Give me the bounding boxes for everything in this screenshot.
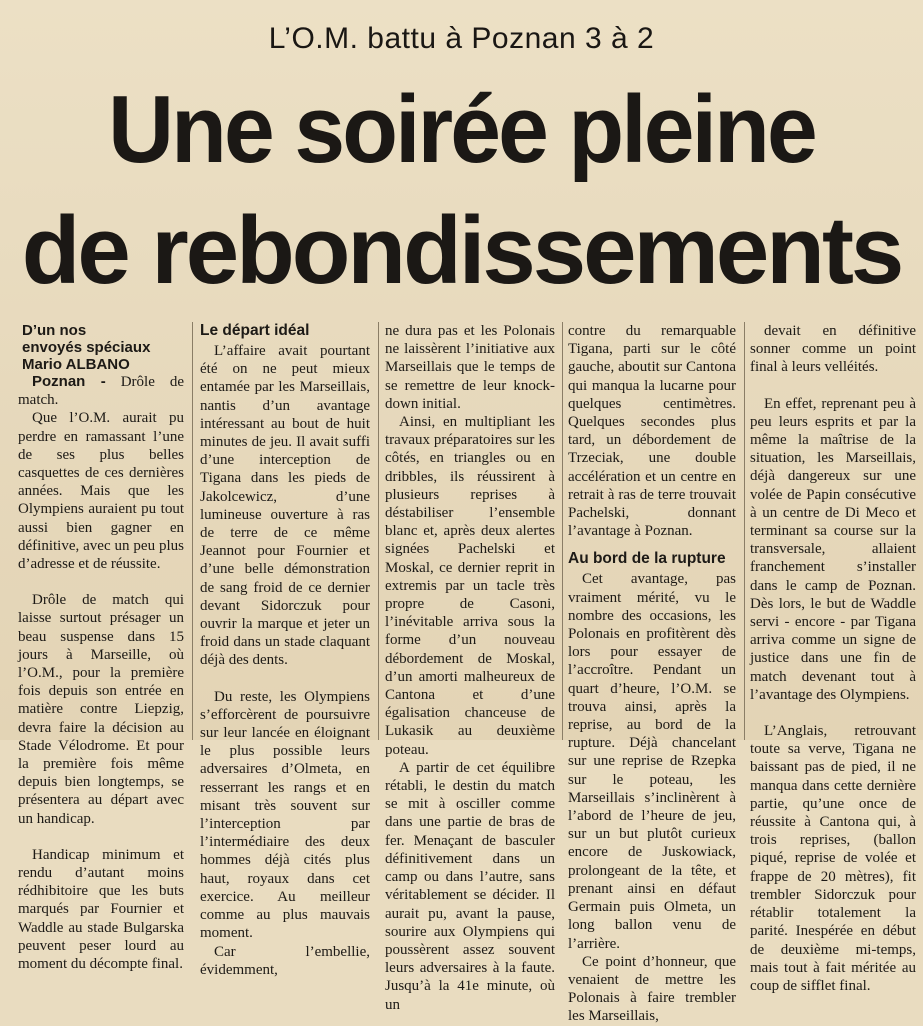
column-divider	[192, 322, 193, 740]
column-4	[568, 322, 736, 1025]
column-3	[385, 322, 555, 1013]
paragraph: L’affaire avait pourtant été on ne peut mieux entamée par les Marseillais, nantis d’un avantage intéressant au bout de huit minutes de jeu. Il avait suffi d’une interception de Tigana dans les pieds de Jakolcewicz, d’une lumineuse ouverture à ras de terre de ce même Jeannot pour Fournier et d’une belle démonstration de sang froid de ce dernier devant Sidorczuk pour ouvrir la marque et jeter un froid dans un stade claquant déjà des dents.	[200, 343, 370, 669]
kicker: L’O.M. battu à Poznan 3 à 2	[268, 22, 655, 55]
byline-line-1: D’un nos	[22, 322, 87, 339]
headline-line-1: Une soirée pleine	[108, 76, 815, 183]
subheading: Le départ idéal	[200, 322, 310, 339]
dateline	[18, 373, 184, 409]
paragraph: ne dura pas et les Polonais ne laissèrent l’initiative aux Marseillais que le temps de se remettre de leur knock-down initial.	[385, 323, 555, 412]
paragraph: Que l’O.M. aurait pu perdre en ramassant l’une de ses plus belles casquettes de ces dernières années. Mais que les Olympiens auraient pu tout aussi bien gagner en définitive, avec un peu plus d’adresse et de réussite.	[18, 410, 184, 573]
column-2	[200, 322, 370, 978]
column-divider	[744, 322, 745, 740]
paragraph: Handicap minimum et rendu d’autant moins rédhibitoire que les buts marqués par Fournier et Waddle au stade Bulgarska peuvent peser lourd au moment du décompte final.	[18, 846, 184, 973]
paragraph: devait en définitive sonner comme un point final à leurs velléités.	[750, 323, 916, 376]
dateline-text: Drôle de match.	[18, 374, 185, 409]
byline-line-3: Mario ALBANO	[22, 356, 130, 373]
subheading: Au bord de la rupture	[568, 550, 726, 568]
column-divider	[562, 322, 563, 740]
paragraph: Du reste, les Olympiens s’efforcèrent de poursuivre sur leur lancée en éloignant le plus possible leurs adversaires d’Olmeta, en resserrant les rangs et en misant très souvent sur l’interception par l’intermédiaire des deux hommes déjà cités plus haut, royaux dans cet exercice. Au meilleur comme au plus mauvais moment.	[200, 688, 370, 942]
paragraph: En effet, reprenant peu à peu leurs esprits et par la même la maîtrise de la situation, les Marseillais, déjà dangereux sur une volée de Papin consécutive à un centre de Di Meco et terminant sa course sur la transversale, allaient franchement s’installer dans le camp de Poznan. Dès lors, le but de Waddle servi - encore - par Tigana arriva comme un signe de justice dans une fin de match devenant tout à l’avantage des Olympiens.	[750, 395, 916, 703]
paragraph: Cet avantage, pas vraiment mérité, vu le nombre des occasions, les Polonais en profitèrent dès lors pour essayer de l’accroître. Pendant un quart d’heure, l’O.M. se trouva ainsi, après la reprise, au bord de la rupture. Déjà chancelant sur une reprise de Rzepka sur le poteau, les Marseillais s’inclinèrent à l’abord de l’heure de jeu, sur un but plutôt curieux encore de Juskowiack, prolongeant de la tête, et prenant ainsi en défaut Germain puis Olmeta, un long ballon venu de l’arrière.	[568, 571, 736, 952]
paragraph: Car l’embellie, évidemment,	[200, 943, 370, 978]
dateline-place: Poznan -	[32, 373, 106, 390]
paragraph: Ce point d’honneur, que venaient de mettre les Polonais à faire trembler les Marseillais,	[568, 953, 736, 1025]
paragraph: A partir de cet équilibre rétabli, le destin du match se mit à osciller comme dans une partie de bras de fer. Menaçant de basculer définitivement dans un camp ou dans l’autre, sans véritablement se décider. Il aurait pu, avant la pause, sourire aux Olympiens qui poussèrent assez souvent leurs adversaires à la faute. Jusqu’à la 41e minute, où un	[385, 759, 555, 1013]
paragraph: Drôle de match qui laisse surtout présager un beau suspense dans 15 jours à Marseille, où l’O.M., pour la première fois depuis son entrée en matière contre Liepzig, devra faire la décision au Stade Vélodrome. Et pour la première fois même depuis bien longtemps, se présentera au départ avec un handicap.	[18, 592, 184, 827]
column-divider	[378, 322, 379, 740]
paragraph: Ainsi, en multipliant les travaux préparatoires sur les côtés, en triangles ou en dribbles, ils réussirent à plusieurs reprises à déstabiliser l’ensemble blanc et, après deux alertes signées Pachelski et Moskal, ce dernier reprit in extremis par un tacle très propre de Casoni, l’inévitable arriva sous la forme d’un nouveau débordement de Moskal, d’un amorti malheureux de Cantona et d’une égalisation chanceuse de Lukasik au deuxième poteau.	[385, 414, 555, 758]
byline-line-2: envoyés spéciaux	[22, 339, 151, 356]
column-5	[750, 322, 916, 994]
headline-line-2: de rebondissements	[21, 197, 902, 304]
paragraph: L’Anglais, retrouvant toute sa verve, Tigana ne baissant pas de pied, il ne manqua dans cette dernière partie, qu’une once de réussite à Cantona qui, à trois reprises, (ballon piqué, reprise de volée et frappe de 20 mètres), fit trembler Sidorczuk pour rétablir totalement la parité. Inespérée en début de deuxième mi-temps, mais tout à fait méritée au coup de sifflet final.	[750, 723, 916, 994]
paragraph: contre du remarquable Tigana, parti sur le côté gauche, aboutit sur Cantona qui manqua la lucarne pour quelques centimètres. Quelques secondes plus tard, un débordement de Trzeciak, une double accélération et un centre en retrait à ras de terre trouvait Pachelski, donnant l’avantage à Poznan.	[568, 323, 736, 540]
column-1	[18, 322, 185, 973]
